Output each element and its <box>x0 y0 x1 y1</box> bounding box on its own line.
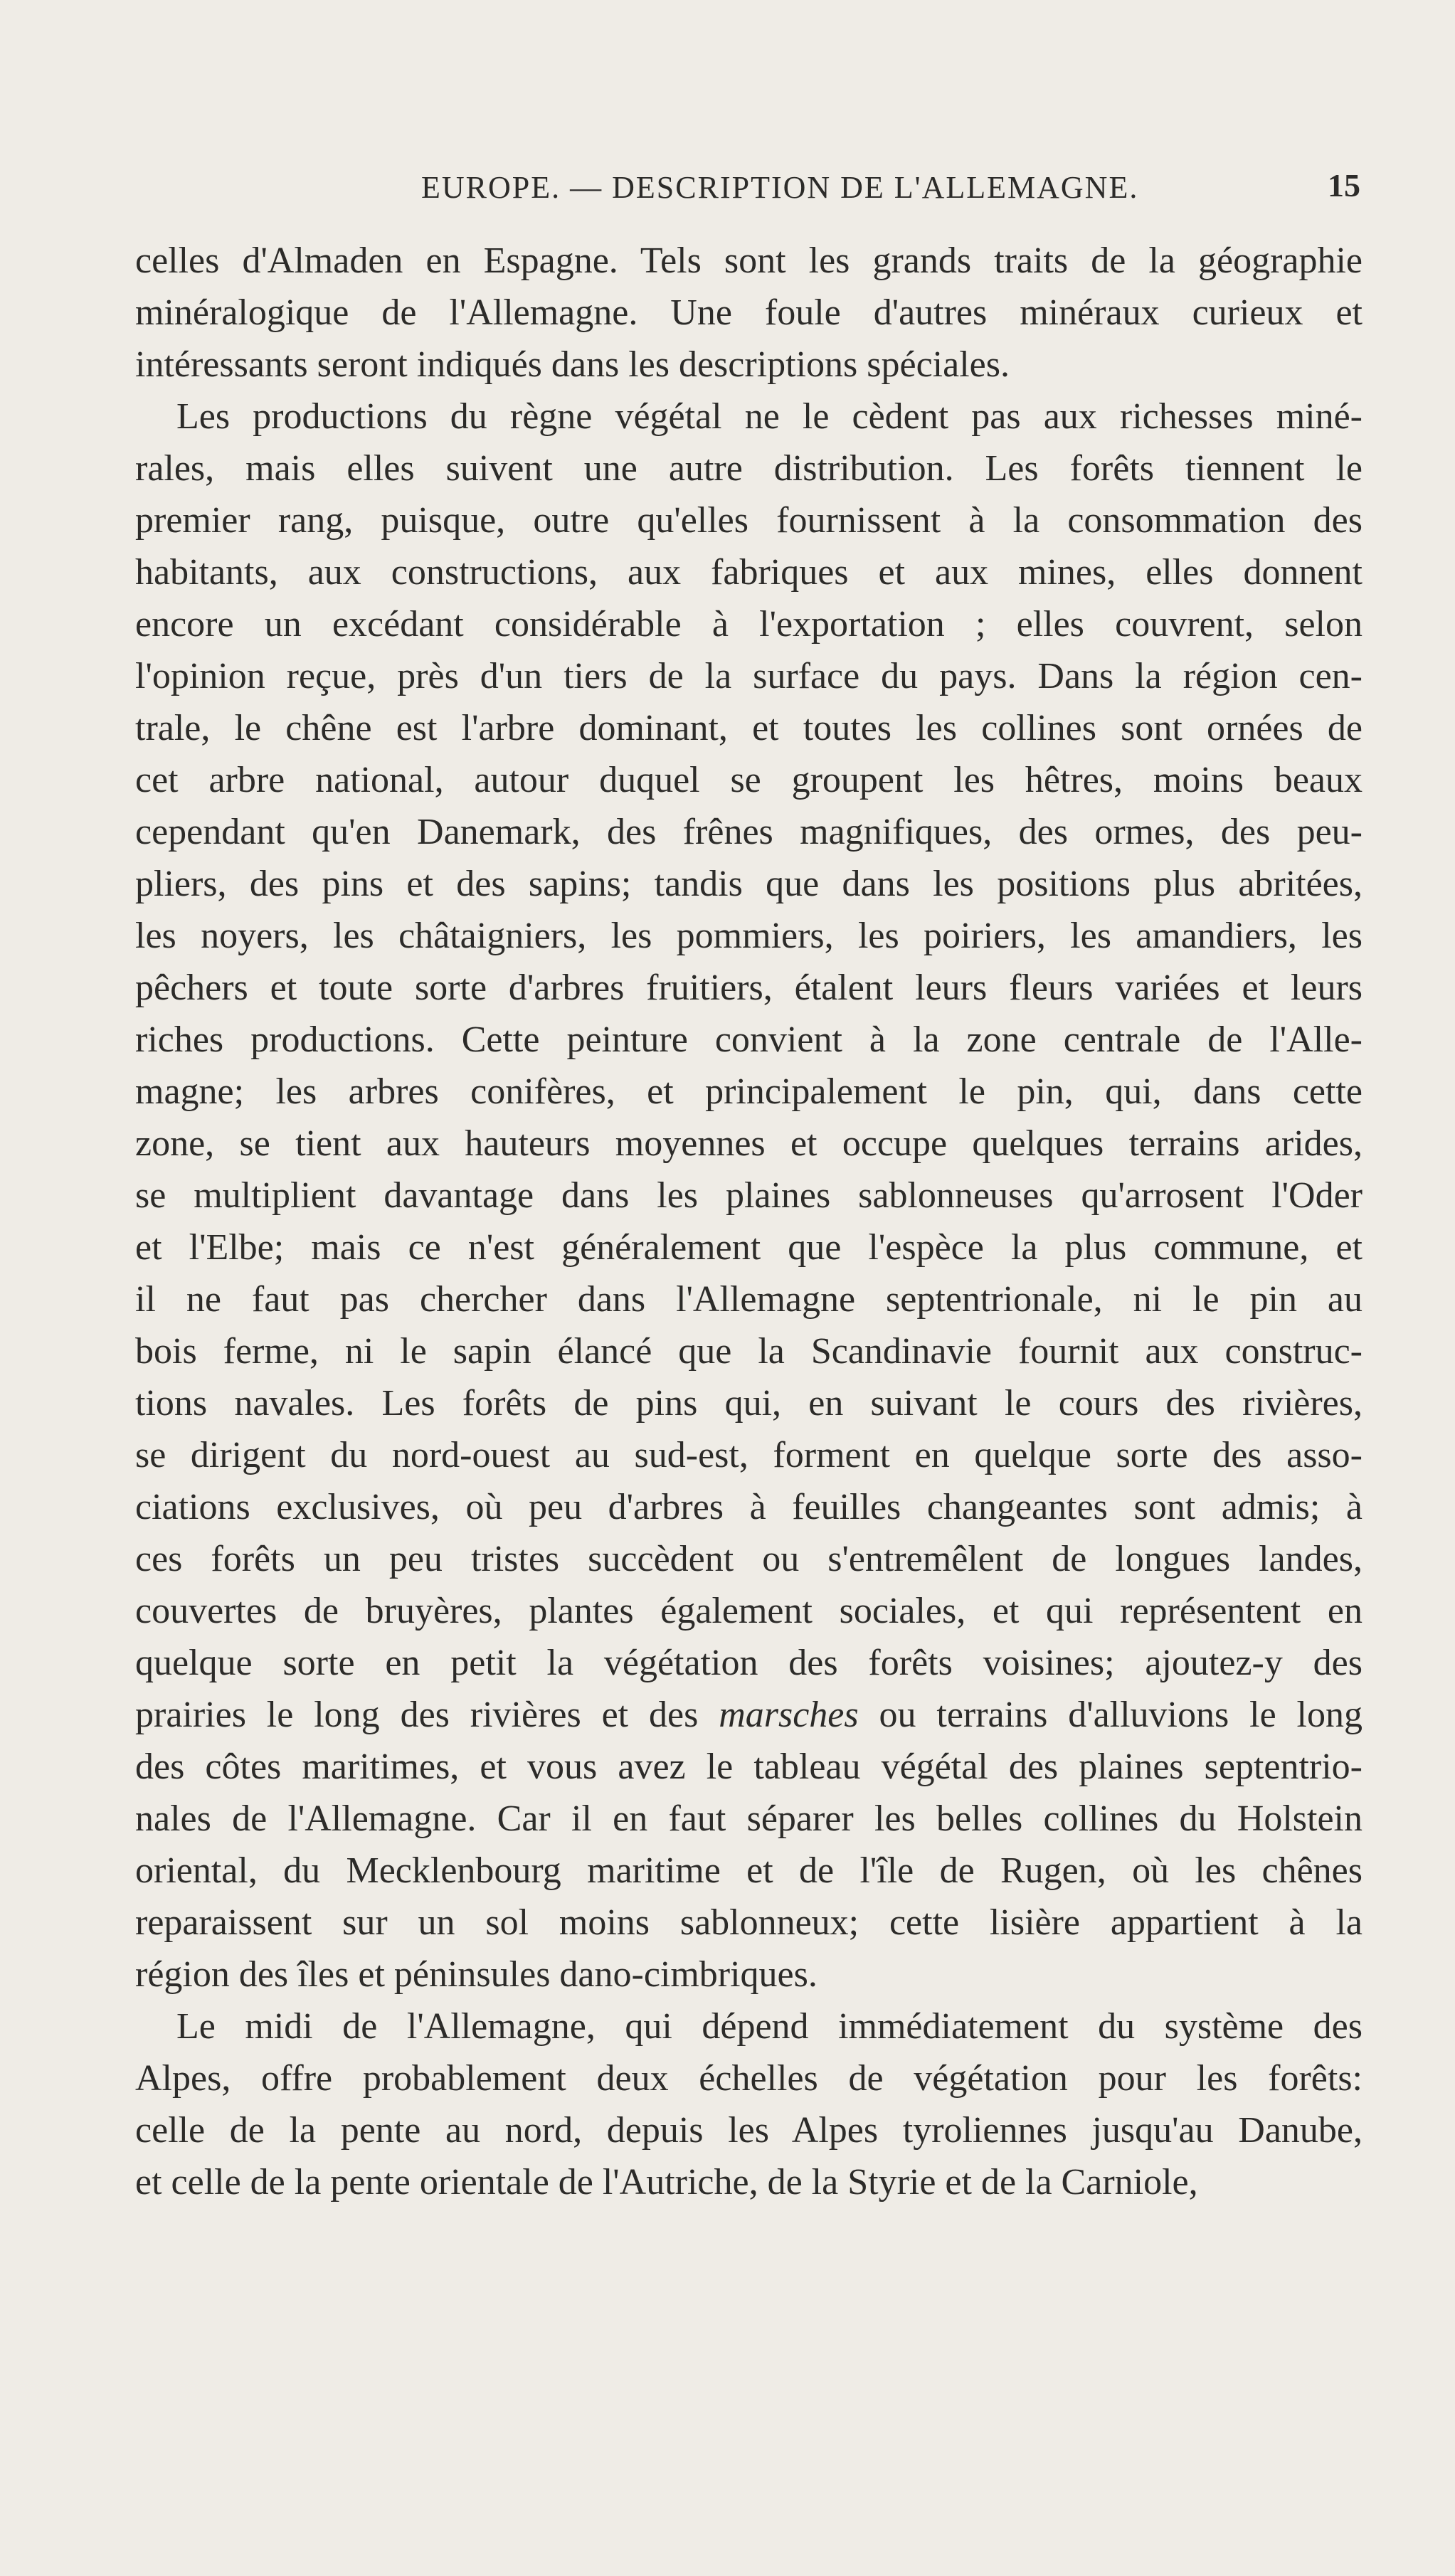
text-line: magne; les arbres conifères, et principalement le pin, qui, dans cette <box>135 1071 1363 1112</box>
running-title: EUROPE. — DESCRIPTION DE L'ALLEMAGNE. <box>421 170 1139 205</box>
text-line: zone, se tient aux hauteurs moyennes et occupe quelques terrains arides, <box>135 1123 1363 1164</box>
paragraph <box>135 2000 1363 2208</box>
text-line: couvertes de bruyères, plantes également sociales, et qui représentent en <box>135 1591 1363 1631</box>
text-line: nales de l'Allemagne. Car il en faut séparer les belles collines du Holstein <box>135 1798 1363 1839</box>
text-line: pêchers et toute sorte d'arbres fruitiers, étalent leurs fleurs variées et leurs <box>135 968 1363 1008</box>
text-line: intéressants seront indiqués dans les descriptions spéciales. <box>135 344 1010 385</box>
text-line: il ne faut pas chercher dans l'Allemagne septentrionale, ni le pin au <box>135 1279 1363 1320</box>
text-line: Les productions du règne végétal ne le cèdent pas aux richesses miné- <box>176 396 1363 437</box>
text-line: celles d'Almaden en Espagne. Tels sont les grands traits de la géographie <box>135 240 1363 281</box>
text-line: les noyers, les châtaigniers, les pommiers, les poiriers, les amandiers, les <box>135 916 1363 956</box>
text-line: celle de la pente au nord, depuis les Alpes tyroliennes jusqu'au Danube, <box>135 2110 1363 2151</box>
text-line: bois ferme, ni le sapin élancé que la Scandinavie fournit aux construc- <box>135 1331 1363 1372</box>
text-line: pliers, des pins et des sapins; tandis que dans les positions plus abritées, <box>135 864 1363 904</box>
text-line: se dirigent du nord-ouest au sud-est, forment en quelque sorte des asso- <box>135 1435 1363 1475</box>
text-line: trale, le chêne est l'arbre dominant, et toutes les collines sont ornées de <box>135 708 1363 748</box>
body-text <box>135 235 1363 2208</box>
text-line: cependant qu'en Danemark, des frênes magnifiques, des ormes, des peu- <box>135 812 1363 852</box>
text-line: riches productions. Cette peinture convient à la zone centrale de l'Alle- <box>135 1019 1363 1060</box>
paragraph <box>135 235 1363 391</box>
text-line: cet arbre national, autour duquel se groupent les hêtres, moins beaux <box>135 760 1363 800</box>
text-line: Alpes, offre probablement deux échelles de végétation pour les forêts: <box>135 2058 1363 2099</box>
text-line: oriental, du Mecklenbourg maritime et de l'île de Rugen, où les chênes <box>135 1850 1363 1891</box>
text-line: et l'Elbe; mais ce n'est généralement que l'espèce la plus commune, et <box>135 1227 1363 1268</box>
text-line: tions navales. Les forêts de pins qui, en suivant le cours des rivières, <box>135 1383 1363 1424</box>
text-line: encore un excédant considérable à l'exportation ; elles couvrent, selon <box>135 604 1363 645</box>
text-line: Le midi de l'Allemagne, qui dépend immédiatement du système des <box>176 2006 1363 2047</box>
text-line: prairies le long des rivières et des marsches ou terrains d'alluvions le long <box>135 1695 1363 1735</box>
page-number: 15 <box>1328 167 1360 203</box>
text-line: ciations exclusives, où peu d'arbres à feuilles changeantes sont admis; à <box>135 1487 1363 1527</box>
text-line: et celle de la pente orientale de l'Autriche, de la Styrie et de la Carniole, <box>135 2162 1198 2203</box>
text-line: rales, mais elles suivent une autre distribution. Les forêts tiennent le <box>135 448 1363 489</box>
text-line: reparaissent sur un sol moins sablonneux; cette lisière appartient à la <box>135 1902 1363 1943</box>
text-line: l'opinion reçue, près d'un tiers de la surface du pays. Dans la région cen- <box>135 656 1363 696</box>
text-line: région des îles et péninsules dano-cimbriques. <box>135 1954 818 1995</box>
text-line: quelque sorte en petit la végétation des forêts voisines; ajoutez-y des <box>135 1643 1363 1683</box>
paragraph <box>135 391 1363 2000</box>
text-line: minéralogique de l'Allemagne. Une foule d'autres minéraux curieux et <box>135 292 1363 333</box>
text-line: se multiplient davantage dans les plaines sablonneuses qu'arrosent l'Oder <box>135 1175 1363 1216</box>
text-line: premier rang, puisque, outre qu'elles fournissent à la consommation des <box>135 500 1363 541</box>
text-line: des côtes maritimes, et vous avez le tableau végétal des plaines septentrio- <box>135 1747 1363 1787</box>
text-line: habitants, aux constructions, aux fabriques et aux mines, elles donnent <box>135 552 1363 593</box>
running-header <box>137 158 1360 219</box>
text-line: ces forêts un peu tristes succèdent ou s'entremêlent de longues landes, <box>135 1539 1363 1579</box>
